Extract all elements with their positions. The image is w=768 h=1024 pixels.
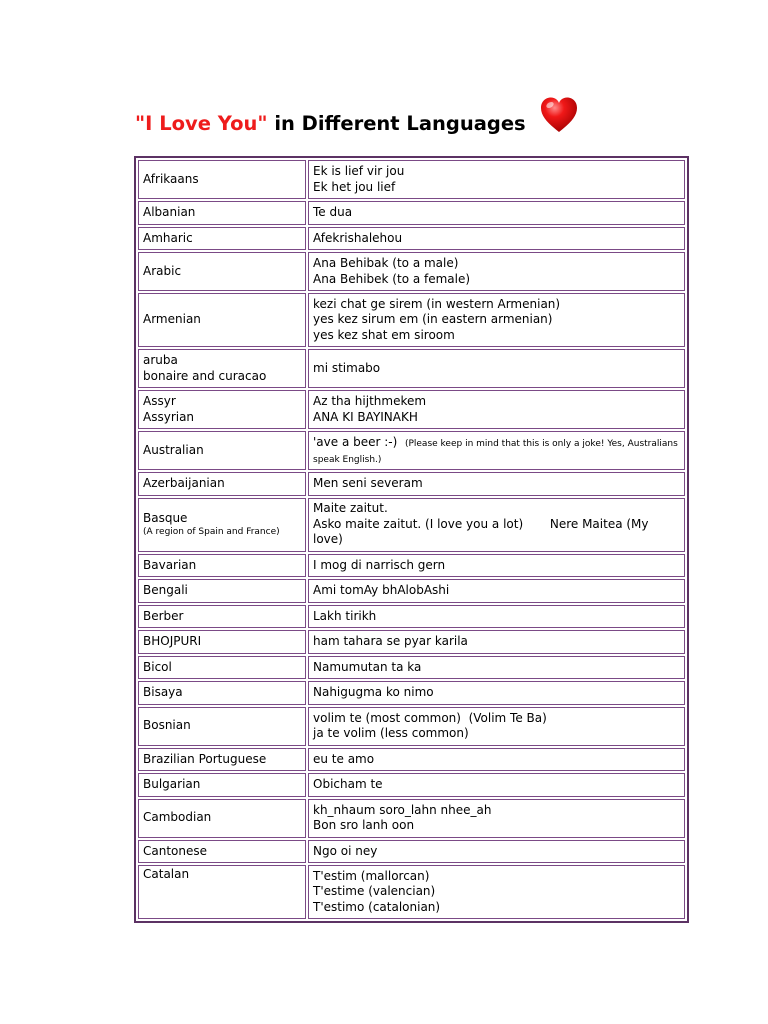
- language-name: Bosnian: [143, 718, 191, 733]
- language-cell: [138, 293, 306, 347]
- table-row: [138, 773, 685, 797]
- phrase-cell: [308, 472, 685, 496]
- language-cell: [138, 390, 306, 429]
- phrase-cell: [308, 579, 685, 603]
- phrase-cell: [308, 201, 685, 225]
- language-name: Bengali: [143, 583, 188, 597]
- phrase-line: T'estime (valencian): [313, 884, 436, 899]
- language-name: Catalan: [143, 867, 190, 881]
- table-row: [138, 349, 685, 388]
- phrase-line: Namumutan ta ka: [313, 659, 422, 674]
- language-cell: [138, 227, 306, 251]
- phrase-line: ANA KI BAYINAKH: [313, 409, 418, 424]
- table-row: [138, 840, 685, 864]
- phrase-line: Obicham te: [313, 777, 383, 791]
- languages-table: [134, 156, 689, 923]
- table-row: [138, 293, 685, 347]
- phrase-cell: [308, 431, 685, 470]
- language-cell: [138, 605, 306, 629]
- language-name: BHOJPURI: [143, 634, 202, 648]
- table-row: [138, 201, 685, 225]
- phrase-cell: [308, 605, 685, 629]
- language-name: Armenian: [143, 312, 201, 327]
- table-row: [138, 160, 685, 199]
- phrase-cell: [308, 227, 685, 251]
- language-name: Australian: [143, 442, 204, 457]
- title-rest: in Different Languages: [274, 112, 526, 135]
- language-name: bonaire and curacao: [143, 368, 267, 383]
- language-cell: [138, 554, 306, 578]
- phrase-line: eu te amo: [313, 751, 375, 766]
- table-row: [138, 554, 685, 578]
- title-quoted-phrase: "I Love You": [135, 112, 268, 135]
- language-cell: [138, 498, 306, 552]
- phrase-cell: [308, 799, 685, 838]
- phrase-line: Maite zaitut.: [313, 501, 388, 516]
- table-row: [138, 390, 685, 429]
- phrase-line: Ek het jou lief: [313, 179, 396, 194]
- table-row: [138, 656, 685, 680]
- language-name: Afrikaans: [143, 171, 199, 186]
- phrase-line: mi stimabo: [313, 360, 381, 375]
- phrase-line: T'estimo (catalonian): [313, 899, 441, 914]
- phrase-line: Men seni severam: [313, 476, 423, 490]
- language-name: Bisaya: [143, 685, 183, 699]
- phrase-cell: [308, 252, 685, 291]
- phrase-line: volim te (most common) (Volim Te Ba): [313, 710, 547, 725]
- language-name: Cantonese: [143, 843, 208, 858]
- language-note: (A region of Spain and France): [143, 527, 280, 538]
- phrase-cell: [308, 390, 685, 429]
- language-cell: [138, 630, 306, 654]
- language-name: Bicol: [143, 659, 172, 674]
- phrase-line: ja te volim (less common): [313, 726, 469, 740]
- language-name: Assyrian: [143, 409, 195, 424]
- phrase-line: Asko maite zaitut. (I love you a lot) Nere Maitea (My love): [313, 516, 653, 547]
- phrase-line: yes kez shat em siroom: [313, 327, 455, 342]
- phrase-cell: [308, 498, 685, 552]
- phrase-line: Ek is lief vir jou: [313, 164, 405, 178]
- phrase-cell: [308, 160, 685, 199]
- table-row: [138, 865, 685, 919]
- language-name: Amharic: [143, 230, 193, 245]
- phrase-cell: [308, 748, 685, 772]
- table-row: [138, 630, 685, 654]
- table-row: [138, 605, 685, 629]
- phrase-cell: [308, 840, 685, 864]
- table-row: [138, 707, 685, 746]
- phrase-line: Bon sro lanh oon: [313, 818, 415, 832]
- language-name: aruba: [143, 353, 178, 367]
- phrase-line: Afekrishalehou: [313, 230, 403, 245]
- language-cell: [138, 160, 306, 199]
- phrase-line: yes kez sirum em (in eastern armenian): [313, 312, 553, 327]
- table-row: [138, 799, 685, 838]
- language-name: Bulgarian: [143, 777, 201, 791]
- heart-icon: [539, 96, 579, 134]
- language-cell: [138, 707, 306, 746]
- language-cell: [138, 748, 306, 772]
- phrase-line: Nahigugma ko nimo: [313, 685, 434, 699]
- table-row: [138, 748, 685, 772]
- phrase-line: Ami tomAy bhAlobAshi: [313, 583, 450, 597]
- language-name: Basque: [143, 510, 188, 525]
- table-row: [138, 498, 685, 552]
- phrase-line: I mog di narrisch gern: [313, 557, 446, 572]
- language-cell: [138, 681, 306, 705]
- phrase-cell: [308, 293, 685, 347]
- phrase-line: Ana Behibek (to a female): [313, 271, 471, 286]
- table-row: [138, 431, 685, 470]
- language-cell: [138, 472, 306, 496]
- language-cell: [138, 840, 306, 864]
- language-cell: [138, 201, 306, 225]
- table-row: [138, 227, 685, 251]
- language-name: Brazilian Portuguese: [143, 751, 267, 766]
- language-name: Cambodian: [143, 810, 212, 825]
- phrase-cell: [308, 865, 685, 919]
- table-row: [138, 472, 685, 496]
- phrase-cell: [308, 681, 685, 705]
- language-cell: [138, 865, 306, 919]
- phrase-cell: [308, 707, 685, 746]
- phrase-cell: [308, 349, 685, 388]
- phrase-note: (Please keep in mind that this is only a joke! Yes, Australians speak English.): [313, 439, 678, 465]
- phrase-line: Te dua: [313, 205, 353, 219]
- language-cell: [138, 773, 306, 797]
- language-name: Assyr: [143, 394, 176, 408]
- phrase-line: Lakh tirikh: [313, 608, 377, 623]
- language-name: Azerbaijanian: [143, 476, 225, 490]
- phrase-line: 'ave a beer :-): [313, 435, 398, 449]
- language-cell: [138, 252, 306, 291]
- table-row: [138, 252, 685, 291]
- language-cell: [138, 431, 306, 470]
- phrase-cell: [308, 773, 685, 797]
- phrase-line: Ana Behibak (to a male): [313, 256, 459, 270]
- phrase-line: T'estim (mallorcan): [313, 868, 430, 883]
- phrase-line: kezi chat ge sirem (in western Armenian): [313, 296, 561, 311]
- language-cell: [138, 349, 306, 388]
- language-cell: [138, 579, 306, 603]
- language-name: Bavarian: [143, 557, 197, 572]
- phrase-line: kh_nhaum soro_lahn nhee_ah: [313, 802, 492, 817]
- language-name: Arabic: [143, 263, 182, 278]
- phrase-line: Ngo oi ney: [313, 843, 378, 858]
- language-name: Albanian: [143, 205, 196, 219]
- phrase-cell: [308, 656, 685, 680]
- phrase-line: ham tahara se pyar karila: [313, 634, 468, 648]
- table-row: [138, 579, 685, 603]
- language-cell: [138, 799, 306, 838]
- page-title: [135, 108, 526, 140]
- language-name: Berber: [143, 608, 184, 623]
- phrase-line: Az tha hijthmekem: [313, 394, 427, 408]
- table-row: [138, 681, 685, 705]
- phrase-cell: [308, 630, 685, 654]
- phrase-cell: [308, 554, 685, 578]
- language-cell: [138, 656, 306, 680]
